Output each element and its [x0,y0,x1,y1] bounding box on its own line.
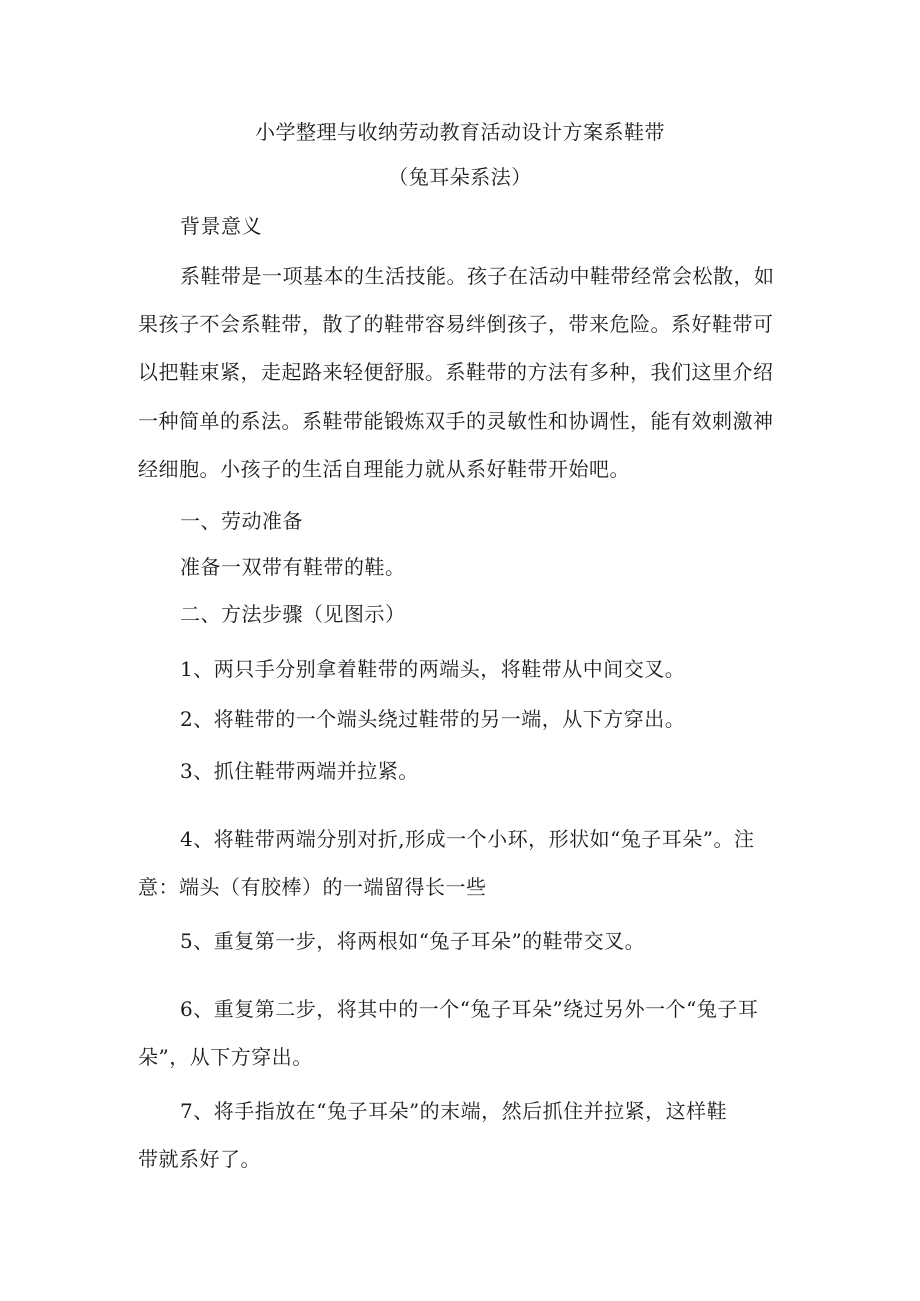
step-4-line-2: 意：端头（有胶棒）的一端留得长一些 [138,875,487,899]
background-line-4: 一种简单的系法。系鞋带能锻炼双手的灵敏性和协调性，能有效刺激神 [138,409,774,433]
step-1: 1、两只手分别拿着鞋带的两端头，将鞋带从中间交叉。 [180,657,686,681]
background-line-1: 系鞋带是一项基本的生活技能。孩子在活动中鞋带经常会松散，如 [180,264,775,288]
step-4-line-1: 4、将鞋带两端分别对折,形成一个小环，形状如“兔子耳朵”。注 [180,827,755,851]
section1-heading: 一、劳动准备 [180,509,303,533]
step-5: 5、重复第一步，将两根如“兔子耳朵”的鞋带交叉。 [180,929,646,953]
background-heading: 背景意义 [180,214,262,238]
document-title: 小学整理与收纳劳动教育活动设计方案系鞋带 [255,120,665,144]
step-6-line-1: 6、重复第二步，将其中的一个“兔子耳朵”绕过另外一个“兔子耳 [180,997,759,1021]
step-7-line-1: 7、将手指放在“兔子耳朵”的末端，然后抓住并拉紧，这样鞋 [180,1099,728,1123]
background-line-2: 果孩子不会系鞋带，散了的鞋带容易绊倒孩子，带来危险。系好鞋带可 [138,312,774,336]
background-line-3: 以把鞋束紧，走起路来轻便舒服。系鞋带的方法有多种，我们这里介绍 [138,360,774,384]
step-3: 3、抓住鞋带两端并拉紧。 [180,759,419,783]
step-6-line-2: 朵”，从下方穿出。 [138,1045,313,1069]
document-subtitle: （兔耳朵系法） [388,165,532,189]
section2-heading: 二、方法步骤（见图示） [180,602,406,626]
step-7-line-2: 带就系好了。 [138,1147,261,1171]
background-line-5: 经细胞。小孩子的生活自理能力就从系好鞋带开始吧。 [138,457,630,481]
step-2: 2、将鞋带的一个端头绕过鞋带的另一端，从下方穿出。 [180,707,686,731]
section1-text: 准备一双带有鞋带的鞋。 [180,555,406,579]
